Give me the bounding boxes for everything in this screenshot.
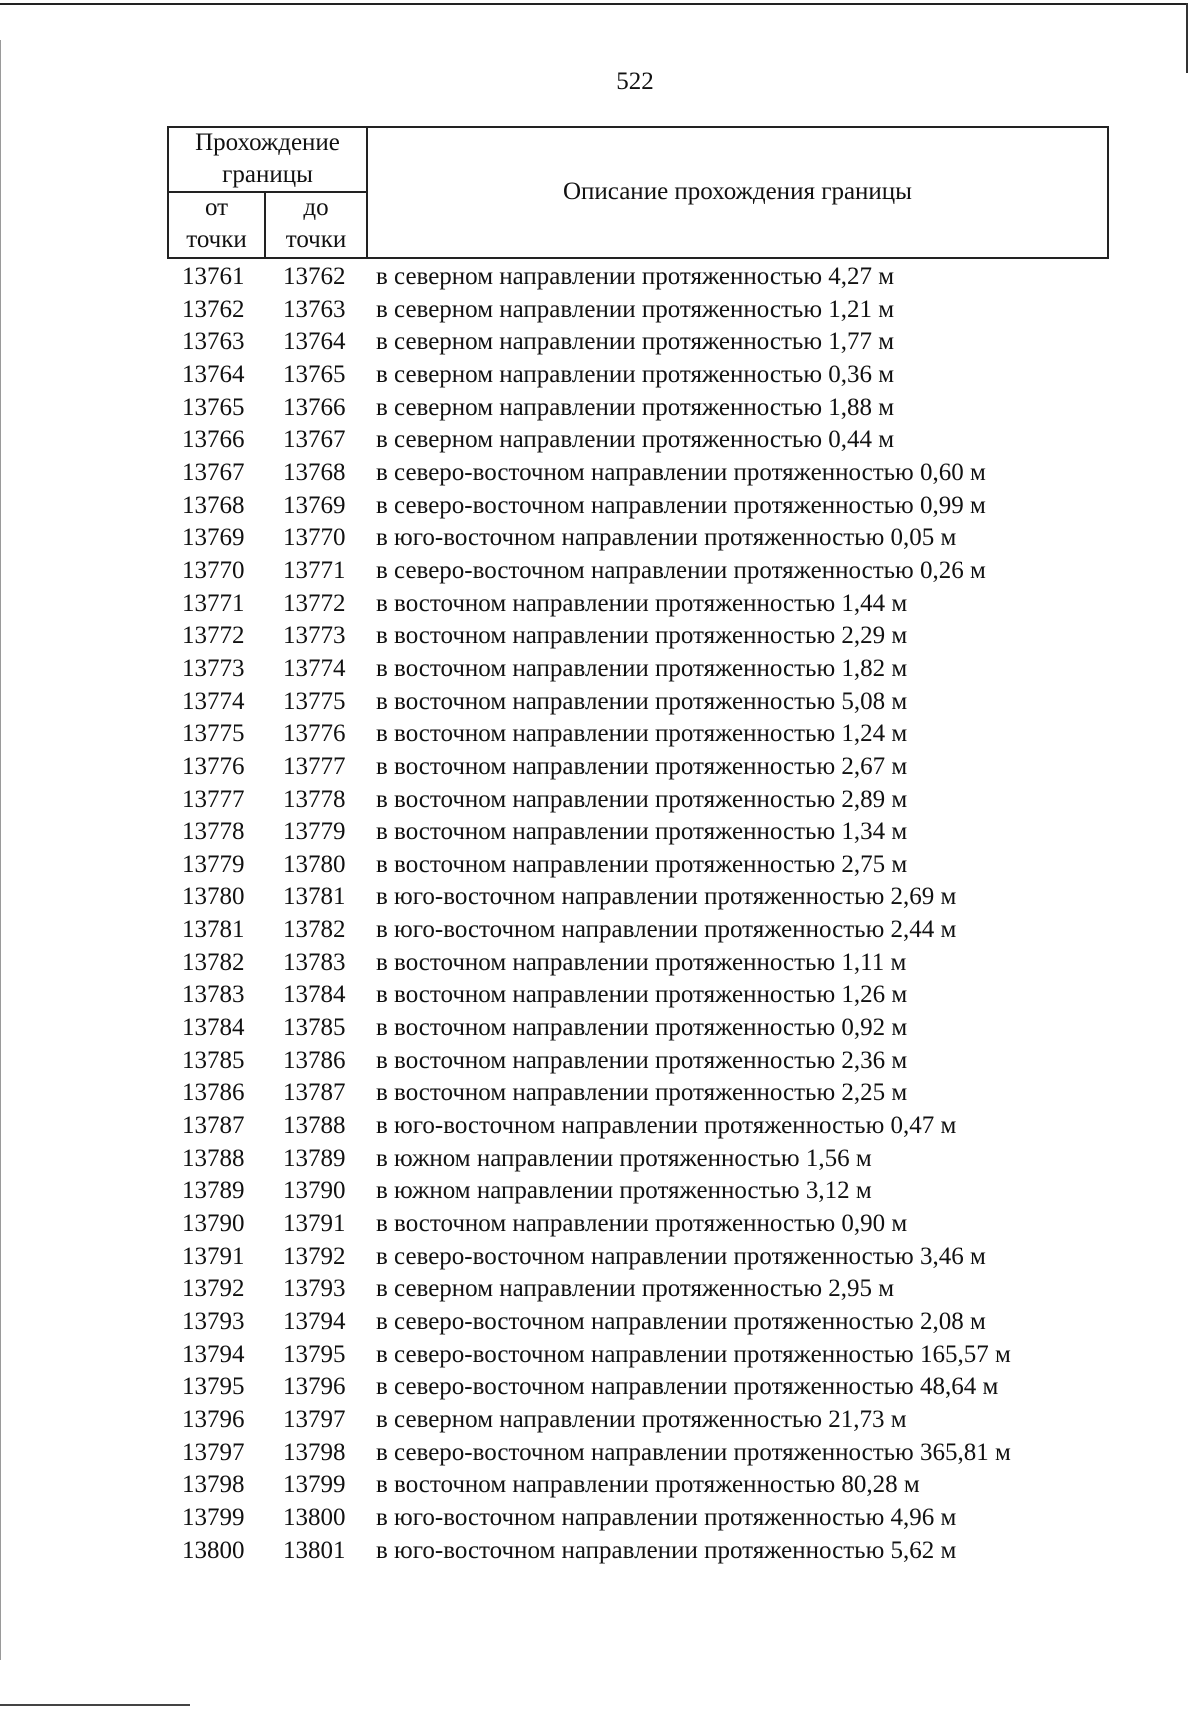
to-point: 13771 (283, 556, 346, 584)
boundary-description: в северном направлении протяженностью 2,95 м (376, 1275, 895, 1303)
table-row (0, 326, 1200, 359)
page-number: 522 (616, 68, 654, 95)
boundary-description: в юго-восточном направлении протяженностью 2,69 м (376, 883, 957, 911)
boundary-description: в восточном направлении протяженностью 1,24 м (376, 720, 908, 748)
to-point: 13793 (283, 1275, 346, 1303)
table-row (0, 1502, 1200, 1535)
header-from-line1: от (204, 194, 229, 221)
from-point: 13771 (182, 589, 245, 617)
table-row (0, 1404, 1200, 1437)
table-row (0, 1469, 1200, 1502)
table-row (0, 816, 1200, 849)
from-point: 13798 (182, 1471, 245, 1499)
to-point: 13784 (283, 981, 346, 1009)
from-point: 13795 (182, 1373, 245, 1401)
table-row (0, 1273, 1200, 1306)
from-point: 13768 (182, 491, 245, 519)
boundary-description: в северном направлении протяженностью 21,73 м (376, 1405, 907, 1433)
table-row (0, 392, 1200, 425)
boundary-description: в северо-восточном направлении протяженностью 0,26 м (376, 556, 986, 584)
from-point: 13779 (182, 850, 245, 878)
to-point: 13778 (283, 785, 346, 813)
to-point: 13801 (283, 1536, 346, 1564)
to-point: 13789 (283, 1144, 346, 1172)
table-row (0, 1339, 1200, 1372)
to-point: 13763 (283, 295, 346, 323)
from-point: 13786 (182, 1079, 245, 1107)
to-point: 13790 (283, 1177, 346, 1205)
to-point: 13773 (283, 622, 346, 650)
boundary-description: в восточном направлении протяженностью 1,11 м (376, 948, 907, 976)
table-row (0, 457, 1200, 490)
boundary-description: в восточном направлении протяженностью 2,25 м (376, 1079, 908, 1107)
from-point: 13770 (182, 556, 245, 584)
table-row (0, 1077, 1200, 1110)
from-point: 13775 (182, 720, 245, 748)
boundary-description: в северо-восточном направлении протяженностью 165,57 м (376, 1340, 1011, 1368)
table-row (0, 784, 1200, 817)
boundary-description: в северном направлении протяженностью 4,27 м (376, 263, 895, 290)
to-point: 13783 (283, 948, 346, 976)
from-point: 13761 (182, 263, 245, 290)
boundary-description: в восточном направлении протяженностью 2,75 м (376, 850, 908, 878)
boundary-description: в юго-восточном направлении протяженностью 0,47 м (376, 1112, 957, 1140)
to-point: 13797 (283, 1405, 346, 1433)
boundary-description: в северо-восточном направлении протяженностью 3,46 м (376, 1242, 986, 1270)
header-group-title (169, 127, 366, 191)
table-row (0, 424, 1200, 457)
scan-edge-right (1186, 3, 1188, 73)
to-point: 13799 (283, 1471, 346, 1499)
boundary-description: в восточном направлении протяженностью 2,36 м (376, 1046, 908, 1074)
table-row (0, 261, 1200, 294)
from-point: 13790 (182, 1210, 245, 1238)
table-row (0, 718, 1200, 751)
table-row (0, 849, 1200, 882)
to-point: 13765 (283, 360, 346, 388)
from-point: 13794 (182, 1340, 245, 1368)
from-point: 13765 (182, 393, 245, 421)
boundary-description: в восточном направлении протяженностью 5,08 м (376, 687, 908, 715)
to-point: 13788 (283, 1112, 346, 1140)
boundary-description: в северо-восточном направлении протяженностью 2,08 м (376, 1308, 986, 1335)
to-point: 13780 (283, 850, 346, 878)
table-row (0, 1175, 1200, 1208)
table-row (0, 881, 1200, 914)
to-point: 13781 (283, 883, 346, 911)
to-point: 13787 (283, 1079, 346, 1107)
to-point: 13775 (283, 687, 346, 715)
to-point: 13782 (283, 916, 346, 944)
from-point: 13791 (182, 1242, 245, 1270)
to-point: 13768 (283, 458, 346, 486)
to-point: 13777 (283, 752, 346, 780)
table-row (0, 947, 1200, 980)
boundary-description: в восточном направлении протяженностью 80,28 м (376, 1471, 920, 1499)
boundary-description: в южном направлении протяженностью 3,12 м (376, 1177, 872, 1205)
from-point: 13783 (182, 981, 245, 1009)
from-point: 13789 (182, 1177, 245, 1205)
from-point: 13772 (182, 622, 245, 650)
boundary-description: в северном направлении протяженностью 1,77 м (376, 328, 895, 356)
boundary-description: в юго-восточном направлении протяженностью 4,96 м (376, 1503, 957, 1531)
boundary-description: в северном направлении протяженностью 1,21 м (376, 295, 895, 323)
to-point: 13774 (283, 654, 346, 682)
boundary-description: в восточном направлении протяженностью 1,26 м (376, 981, 908, 1009)
table-row (0, 1535, 1200, 1568)
table-row (0, 653, 1200, 686)
boundary-description: в южном направлении протяженностью 1,56 м (376, 1144, 872, 1172)
boundary-description: в северном направлении протяженностью 0,36 м (376, 360, 895, 388)
from-point: 13766 (182, 426, 245, 454)
table-row (0, 522, 1200, 555)
from-point: 13763 (182, 328, 245, 356)
table-row (0, 1045, 1200, 1078)
scan-edge-top (0, 3, 1188, 5)
to-point: 13770 (283, 524, 346, 552)
table-row (0, 1437, 1200, 1470)
boundary-description: в юго-восточном направлении протяженностью 2,44 м (376, 916, 957, 944)
from-point: 13788 (182, 1144, 245, 1172)
to-point: 13776 (283, 720, 346, 748)
to-point: 13766 (283, 393, 346, 421)
table-row (0, 294, 1200, 327)
header-group-title-line1: Прохождение (195, 129, 340, 156)
boundary-description: в восточном направлении протяженностью 0,92 м (376, 1014, 908, 1042)
to-point: 13794 (283, 1308, 346, 1335)
to-point: 13767 (283, 426, 346, 454)
from-point: 13796 (182, 1405, 245, 1433)
from-point: 13793 (182, 1308, 245, 1335)
table-row (0, 1110, 1200, 1143)
boundary-description: в северо-восточном направлении протяженностью 0,60 м (376, 458, 986, 486)
boundary-description: в восточном направлении протяженностью 1,82 м (376, 654, 908, 682)
to-point: 13786 (283, 1046, 346, 1074)
from-point: 13773 (182, 654, 245, 682)
table-row (0, 686, 1200, 719)
boundary-description: в северном направлении протяженностью 1,88 м (376, 393, 895, 421)
boundary-description: в восточном направлении протяженностью 1,34 м (376, 818, 908, 846)
from-point: 13776 (182, 752, 245, 780)
from-point: 13785 (182, 1046, 245, 1074)
table-row (0, 1208, 1200, 1241)
from-point: 13792 (182, 1275, 245, 1303)
from-point: 13767 (182, 458, 245, 486)
to-point: 13785 (283, 1014, 346, 1042)
from-point: 13782 (182, 948, 245, 976)
to-point: 13762 (283, 263, 346, 290)
from-point: 13787 (182, 1112, 245, 1140)
table-row (0, 555, 1200, 588)
table-row (0, 588, 1200, 621)
from-point: 13778 (182, 818, 245, 846)
to-point: 13792 (283, 1242, 346, 1270)
boundary-description: в северо-восточном направлении протяженностью 0,99 м (376, 491, 986, 519)
table-row (0, 1306, 1200, 1339)
from-point: 13762 (182, 295, 245, 323)
from-point: 13781 (182, 916, 245, 944)
table-row (0, 1371, 1200, 1404)
to-point: 13779 (283, 818, 346, 846)
table-row (0, 979, 1200, 1012)
table-row (0, 751, 1200, 784)
to-point: 13798 (283, 1438, 346, 1466)
table-body (0, 261, 1200, 1567)
header-group-title-line2: границы (222, 161, 313, 188)
from-point: 13799 (182, 1503, 245, 1531)
from-point: 13800 (182, 1536, 245, 1564)
to-point: 13772 (283, 589, 346, 617)
table-row (0, 1241, 1200, 1274)
from-point: 13774 (182, 687, 245, 715)
to-point: 13769 (283, 491, 346, 519)
to-point: 13791 (283, 1210, 346, 1238)
header-from (169, 192, 264, 256)
to-point: 13795 (283, 1340, 346, 1368)
header-to (266, 192, 366, 256)
boundary-description: в северо-восточном направлении протяженностью 48,64 м (376, 1373, 999, 1401)
boundary-description: в восточном направлении протяженностью 2,89 м (376, 785, 908, 813)
boundary-description: в восточном направлении протяженностью 2,67 м (376, 752, 908, 780)
header-from-line2: точки (186, 226, 247, 253)
to-point: 13764 (283, 328, 346, 356)
boundary-description: в восточном направлении протяженностью 0,90 м (376, 1210, 908, 1238)
boundary-description: в юго-восточном направлении протяженностью 0,05 м (376, 524, 957, 552)
boundary-description: в юго-восточном направлении протяженностью 5,62 м (376, 1536, 957, 1564)
table-header (167, 126, 1109, 259)
boundary-description: в северо-восточном направлении протяженностью 365,81 м (376, 1438, 1011, 1466)
table-row (0, 1143, 1200, 1176)
table-row (0, 490, 1200, 523)
header-to-line1: до (303, 194, 329, 221)
header-description: Описание прохождения границы (563, 178, 912, 205)
from-point: 13764 (182, 360, 245, 388)
table-row (0, 359, 1200, 392)
to-point: 13800 (283, 1503, 346, 1531)
header-to-line2: точки (285, 226, 347, 253)
boundary-description: в северном направлении протяженностью 0,44 м (376, 426, 895, 454)
from-point: 13784 (182, 1014, 245, 1042)
table-row (0, 1012, 1200, 1045)
table-row (0, 620, 1200, 653)
from-point: 13769 (182, 524, 245, 552)
from-point: 13780 (182, 883, 245, 911)
to-point: 13796 (283, 1373, 346, 1401)
boundary-description: в восточном направлении протяженностью 2,29 м (376, 622, 908, 650)
scan-edge-bottom (0, 1704, 190, 1706)
boundary-description: в восточном направлении протяженностью 1,44 м (376, 589, 908, 617)
table-row (0, 914, 1200, 947)
from-point: 13777 (182, 785, 245, 813)
from-point: 13797 (182, 1438, 245, 1466)
